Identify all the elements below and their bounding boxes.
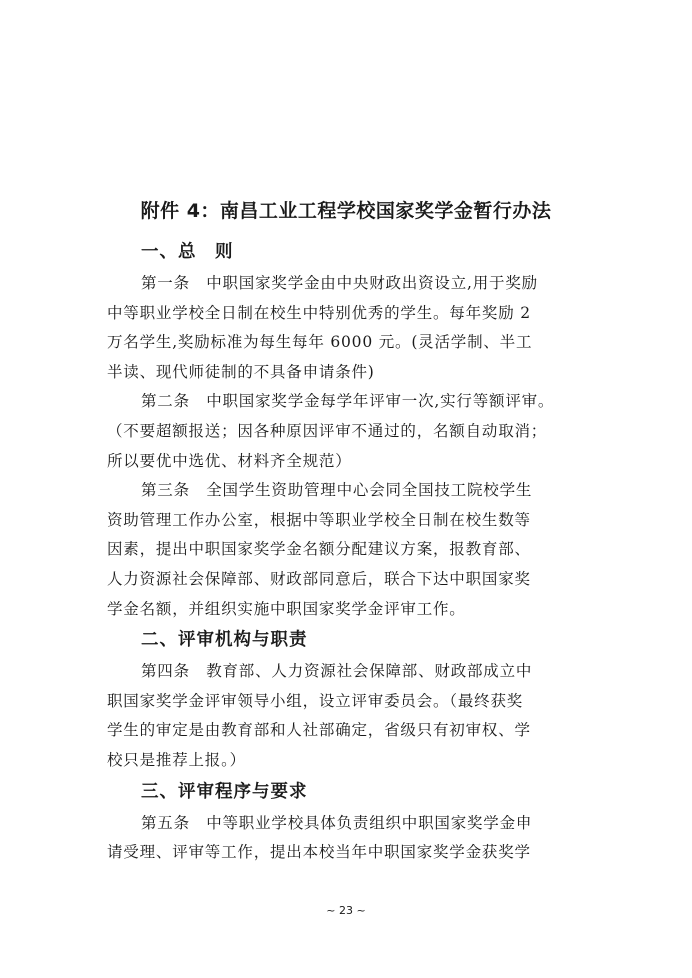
- text-line: （不要超额报送；因各种原因评审不通过的，名额自动取消；: [107, 421, 548, 440]
- text-line: 请受理、评审等工作，提出本校当年中职国家奖学金获奖学: [107, 843, 531, 862]
- document-title: 附件 4：南昌工业工程学校国家奖学金暂行办法: [140, 200, 552, 222]
- text-line: 中等职业学校全日制在校生中特别优秀的学生。每年奖励 2: [107, 303, 531, 322]
- article-3: [107, 476, 587, 624]
- text-line: 人力资源社会保障部、财政部同意后，联合下达中职国家奖: [107, 569, 531, 588]
- text-line: 第一条 中职国家奖学金由中央财政出资设立,用于奖励: [141, 274, 538, 292]
- text-line: 第五条 中等职业学校具体负责组织中职国家奖学金申: [141, 813, 533, 832]
- document-body: [107, 236, 587, 868]
- section-heading: 三、评审程序与要求: [141, 781, 308, 802]
- text-line: 第三条 全国学生资助管理中心会同全国技工院校学生: [141, 481, 533, 500]
- text-line: 第四条 教育部、人力资源社会保障部、财政部成立中: [141, 662, 533, 681]
- text-line: 因素，提出中职国家奖学金名额分配建议方案，报教育部、: [107, 540, 531, 559]
- text-line: 职国家奖学金评审领导小组，设立评审委员会。（最终获奖: [107, 691, 524, 710]
- page-number: ~ 23 ~: [326, 904, 366, 917]
- text-line: 校只是推荐上报。）: [107, 750, 246, 769]
- section-heading: 二、评审机构与职责: [141, 630, 308, 651]
- section-heading: 一、总 则: [141, 242, 234, 262]
- article-5: [107, 809, 587, 868]
- text-line: 资助管理工作办公室，根据中等职业学校全日制在校生数等: [107, 510, 531, 529]
- text-line: 学生的审定是由教育部和人社部确定，省级只有初审权、学: [107, 721, 531, 740]
- article-1: [107, 269, 587, 387]
- article-2: [107, 387, 587, 476]
- text-line: 第二条 中职国家奖学金每学年评审一次,实行等额评审。: [141, 392, 555, 411]
- article-4: [107, 657, 587, 775]
- text-line: 万名学生,奖励标准为每生每年 6000 元。(灵活学制、半工: [107, 333, 533, 352]
- text-line: 学金名额，并组织实施中职国家奖学金评审工作。: [107, 599, 466, 618]
- text-line: 半读、现代师徒制的不具备申请条件): [107, 362, 375, 381]
- text-line: 所以要优中选优、材料齐全规范）: [107, 451, 352, 470]
